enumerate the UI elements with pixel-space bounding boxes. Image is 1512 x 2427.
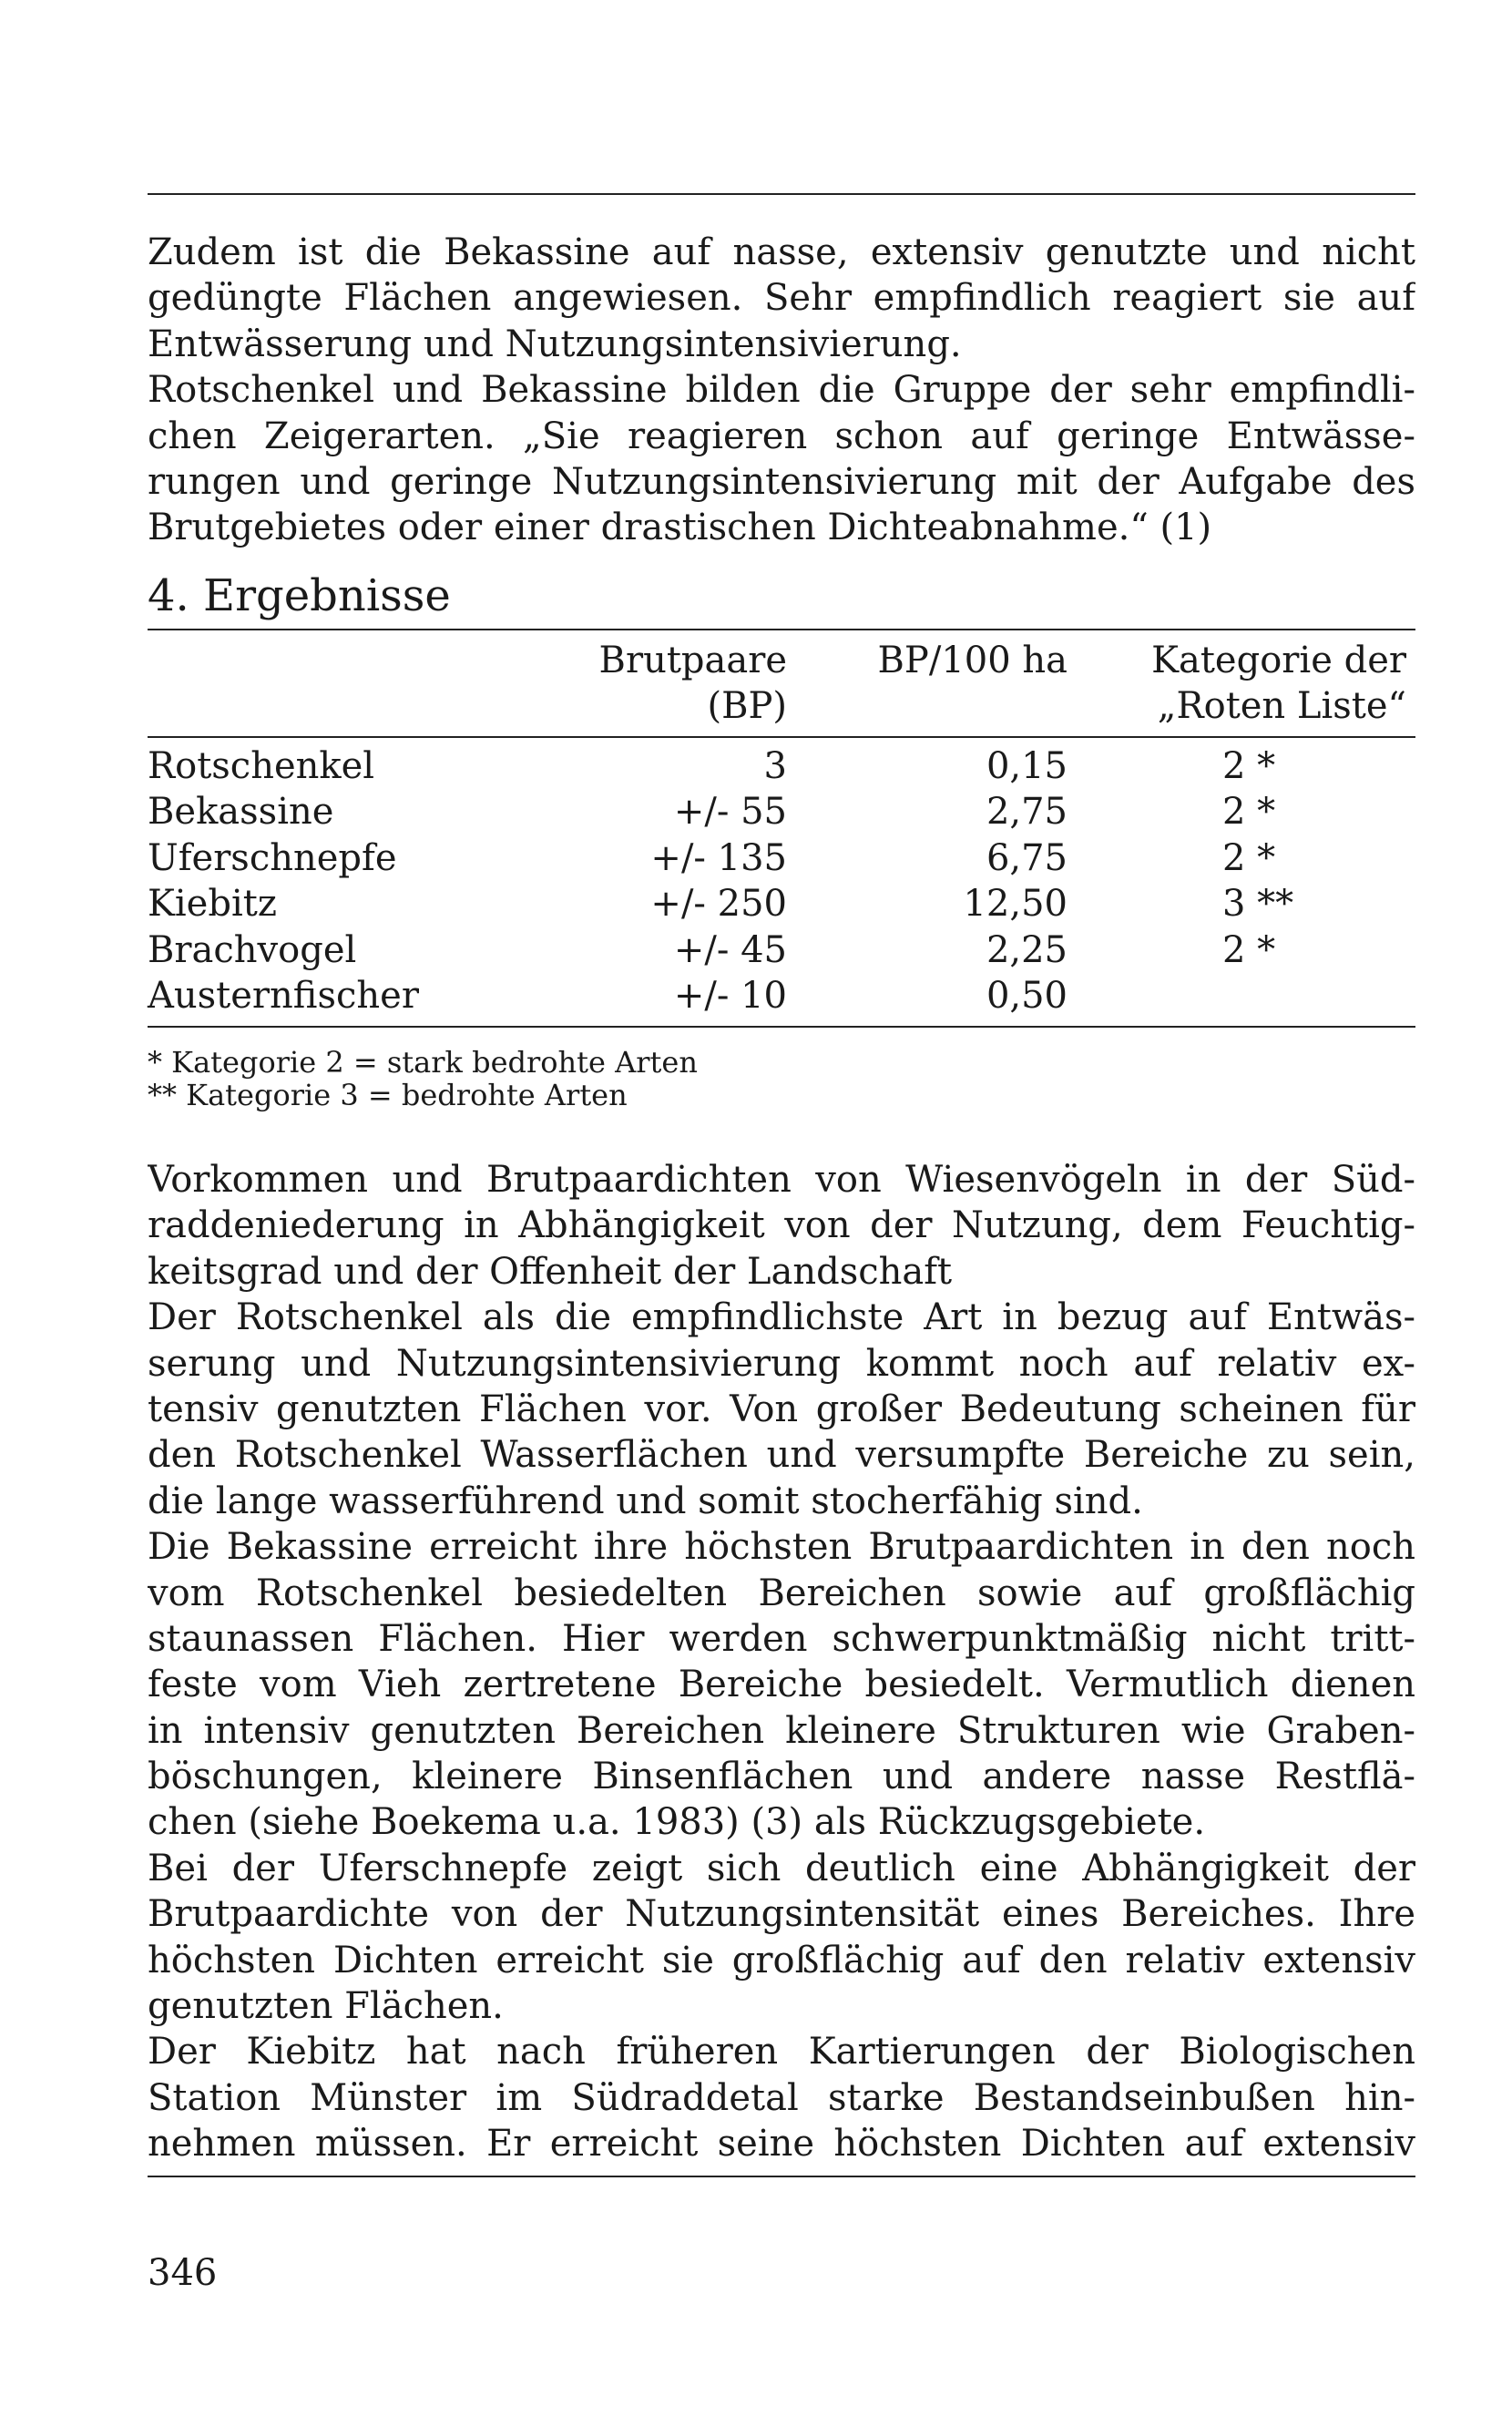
text-line: keitsgrad und der Offenheit der Landschaft (148, 1250, 953, 1293)
density-value: 0,15 (986, 745, 1068, 787)
text-line: Der Rotschenkel als die empfindlichste Art in bezug auf Entwäs- (148, 1296, 1415, 1339)
breeding-pairs-value: +/- 10 (673, 975, 787, 1017)
species-name: Rotschenkel (148, 745, 375, 787)
text-line: gedüngte Flächen angewiesen. Sehr empfindlich reagiert sie auf (148, 277, 1415, 320)
species-name: Kiebitz (148, 883, 277, 926)
text-line: Brutgebietes oder einer drastischen Dichteabnahme.“ (1) (148, 507, 1212, 549)
density-value: 6,75 (986, 836, 1068, 879)
text-line: Station Münster im Südraddetal starke Bestandseinbußen hin- (148, 2076, 1415, 2119)
text-line: nehmen müssen. Er erreicht seine höchsten Dichten auf extensiv (148, 2123, 1415, 2166)
bottom-rule (148, 2176, 1415, 2177)
text-line: Die Bekassine erreicht ihre höchsten Brutpaardichten in den noch (148, 1526, 1415, 1569)
density-value: 0,50 (986, 975, 1068, 1017)
text-line: staunassen Flächen. Hier werden schwerpunktmäßig nicht tritt- (148, 1617, 1415, 1660)
table-header-rule (148, 736, 1415, 738)
text-line: den Rotschenkel Wasserflächen und versumpfte Bereiche zu sein, (148, 1434, 1415, 1477)
text-line: böschungen, kleinere Binsenflächen und andere nasse Restflä- (148, 1756, 1415, 1798)
footnote: ** Kategorie 3 = bedrohte Arten (148, 1078, 628, 1112)
text-line: tensiv genutzten Flächen vor. Von großer Bedeutung scheinen für (148, 1388, 1415, 1430)
red-list-category: 2 * (1222, 836, 1276, 879)
document-page (148, 0, 1415, 2427)
red-list-category: 2 * (1222, 745, 1276, 787)
text-line: genutzten Flächen. (148, 1985, 504, 2028)
density-value: 12,50 (963, 883, 1068, 926)
text-line: Zudem ist die Bekassine auf nasse, extensiv genutzte und nicht (148, 231, 1415, 273)
header-breeding-pairs: Brutpaare (598, 640, 787, 681)
text-line: vom Rotschenkel besiedelten Bereichen sowie auf großflächig (148, 1572, 1415, 1614)
header-breeding-pairs-abbr: (BP) (707, 685, 787, 727)
main-text (148, 1157, 1415, 2167)
density-value: 2,25 (986, 928, 1068, 971)
text-line: Bei der Uferschnepfe zeigt sich deutlich eine Abhängigkeit der (148, 1847, 1415, 1889)
footnote: * Kategorie 2 = stark bedrohte Arten (148, 1045, 698, 1080)
table-bottom-rule (148, 1026, 1415, 1028)
breeding-pairs-value: +/- 135 (650, 836, 787, 879)
red-list-category: 2 * (1222, 791, 1276, 834)
text-line: chen Zeigerarten. „Sie reagieren schon auf geringe Entwässe- (148, 415, 1415, 457)
header-red-list-category: Kategorie der (1151, 640, 1406, 681)
text-line: raddeniederung in Abhängigkeit von der Nutzung, dem Feuchtig- (148, 1204, 1415, 1247)
text-line: in intensiv genutzten Bereichen kleinere Strukturen wie Graben- (148, 1709, 1415, 1752)
page-number: 346 (148, 2252, 218, 2294)
text-line: rungen und geringe Nutzungsintensivierung mit der Aufgabe des (148, 460, 1415, 503)
breeding-pairs-value: 3 (763, 745, 787, 787)
density-value: 2,75 (986, 791, 1068, 834)
text-line: höchsten Dichten erreicht sie großflächig auf den relativ extensiv (148, 1939, 1415, 1982)
header-red-list: „Roten Liste“ (1157, 685, 1406, 727)
header-density: BP/100 ha (877, 640, 1068, 681)
text-line: feste vom Vieh zertretene Bereiche besiedelt. Vermutlich dienen (148, 1664, 1415, 1706)
top-rule (148, 193, 1415, 195)
red-list-category: 2 * (1222, 928, 1276, 971)
intro-paragraph (148, 230, 1415, 551)
text-line: serung und Nutzungsintensivierung kommt noch auf relativ ex- (148, 1342, 1415, 1385)
text-line: chen (siehe Boekema u.a. 1983) (3) als Rückzugsgebiete. (148, 1801, 1206, 1844)
section-heading: 4. Ergebnisse (148, 570, 451, 621)
text-line: Entwässerung und Nutzungsintensivierung. (148, 323, 962, 365)
table-top-rule (148, 629, 1415, 630)
text-line: Rotschenkel und Bekassine bilden die Gruppe der sehr empfindli- (148, 369, 1415, 412)
species-name: Brachvogel (148, 928, 357, 971)
species-name: Uferschnepfe (148, 836, 397, 879)
text-line: die lange wasserführend und somit stocherfähig sind. (148, 1480, 1143, 1522)
breeding-pairs-value: +/- 55 (673, 791, 787, 834)
breeding-pairs-value: +/- 45 (673, 928, 787, 971)
text-line: Der Kiebitz hat nach früheren Kartierungen der Biologischen (148, 2031, 1415, 2074)
text-line: Brutpaardichte von der Nutzungsintensität eines Bereiches. Ihre (148, 1893, 1415, 1936)
species-name: Austernfischer (148, 975, 419, 1017)
red-list-category: 3 ** (1222, 883, 1294, 926)
breeding-pairs-value: +/- 250 (650, 883, 787, 926)
species-name: Bekassine (148, 791, 334, 834)
text-line: Vorkommen und Brutpaardichten von Wiesenvögeln in der Süd- (148, 1159, 1415, 1201)
